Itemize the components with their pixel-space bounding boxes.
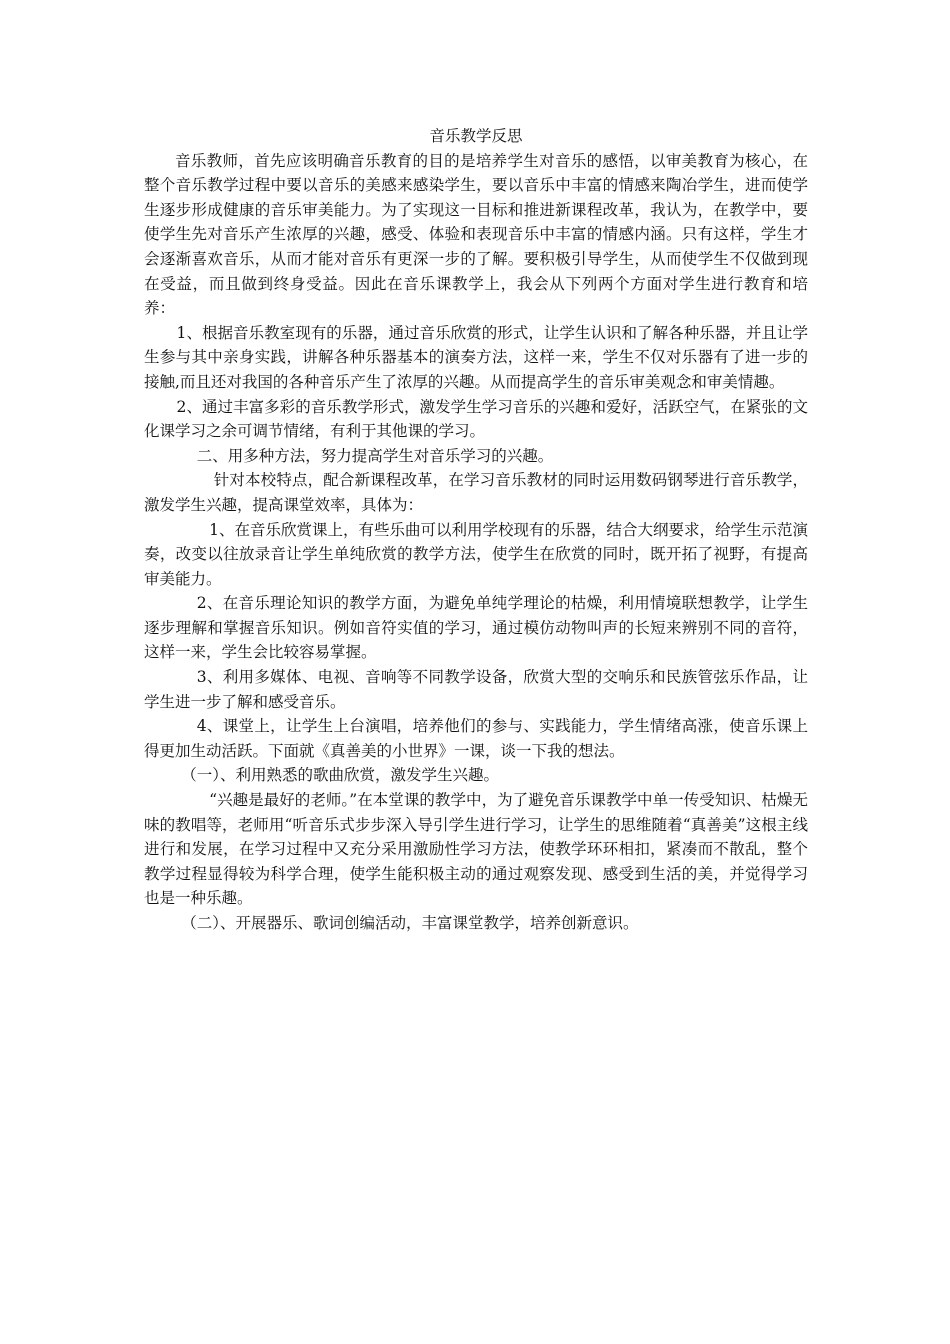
paragraph-method-2: 2、在音乐理论知识的教学方面，为避免单纯学理论的枯燥，利用情境联想教学，让学生逐步理解和掌握音乐知识。例如音符实值的学习，通过模仿动物叫声的长短来辨别不同的音符，这样一来，学生会比较容易掌握。 <box>144 594 808 662</box>
subsection-heading-1: （一）、利用熟悉的歌曲欣赏，激发学生兴趣。 <box>181 766 499 785</box>
section-heading-2: 二、用多种方法，努力提高学生对音乐学习的兴趣。 <box>196 446 554 465</box>
paragraph-method-3: 3、利用多媒体、电视、音响等不同教学设备，欣赏大型的交响乐和民族管弦乐作品，让学生进一步了解和感受音乐。 <box>144 668 808 711</box>
document-title: 音乐教学反思 <box>429 127 523 145</box>
paragraph-method-4: 4、课堂上，让学生上台演唱，培养他们的参与、实践能力，学生情绪高涨，使音乐课上得更加生动活跃。下面就《真善美的小世界》一课，谈一下我的想法。 <box>144 717 808 760</box>
paragraph-subsection-1: “兴趣是最好的老师。”在本堂课的教学中，为了避免音乐课教学中单一传受知识、枯燥无味的教唱等，老师用“听音乐式步步深入导引学生进行学习，让学生的思维随着“真善美”这根主线进行和发展，在学习过程中又充分采用激励性学习方法，使教学环环相扣，紧凑而不散乱，整个教学过程显得较为科学合理，使学生能积极主动的通过观察发现、感受到生活的美，并觉得学习也是一种乐趣。 <box>144 791 808 908</box>
paragraph-method-1: 1、在音乐欣赏课上，有些乐曲可以利用学校现有的乐器，结合大纲要求，给学生示范演奏，改变以往放录音让学生单纯欣赏的教学方法，使学生在欣赏的同时，既开拓了视野，有提高审美能力。 <box>144 520 808 588</box>
subsection-heading-2: （二）、开展器乐、歌词创编活动，丰富课堂教学，培养创新意识。 <box>181 914 639 932</box>
paragraph-point-1: 1、根据音乐教室现有的乐器，通过音乐欣赏的形式，让学生认识和了解各种乐器，并且让学生参与其中亲身实践，讲解各种乐器基本的演奏方法，这样一来，学生不仅对乐器有了进一步的接触,而且还对我国的各种音乐产生了浓厚的兴趣。从而提高学生的音乐审美观念和审美情趣。 <box>144 323 808 391</box>
paragraph-point-2: 2、通过丰富多彩的音乐教学形式，激发学生学习音乐的兴趣和爱好，活跃空气，在紧张的文化课学习之余可调节情绪，有利于其他课的学习。 <box>144 397 808 441</box>
paragraph-intro: 音乐教师，首先应该明确音乐教育的目的是培养学生对音乐的感悟，以审美教育为核心，在整个音乐教学过程中要以音乐的美感来感染学生，要以音乐中丰富的情感来陶冶学生，进而使学生逐步形成健康的音乐审美能力。为了实现这一目标和推进新课程改革，我认为，在教学中，要使学生先对音乐产生浓厚的兴趣，感受、体验和表现音乐中丰富的情感内涵。只有这样，学生才会逐渐喜欢音乐，从而才能对音乐有更深一步的了解。要积极引导学生，从而使学生不仅做到现在受益，而且做到终身受益。因此在音乐课教学上，我会从下列两个方面对学生进行教育和培养： <box>144 151 808 318</box>
paragraph-section-2-intro: 针对本校特点，配合新课程改革，在学习音乐教材的同时运用数码钢琴进行音乐教学，激发学生兴趣，提高课堂效率，具体为： <box>144 471 808 514</box>
document-body <box>144 124 808 936</box>
